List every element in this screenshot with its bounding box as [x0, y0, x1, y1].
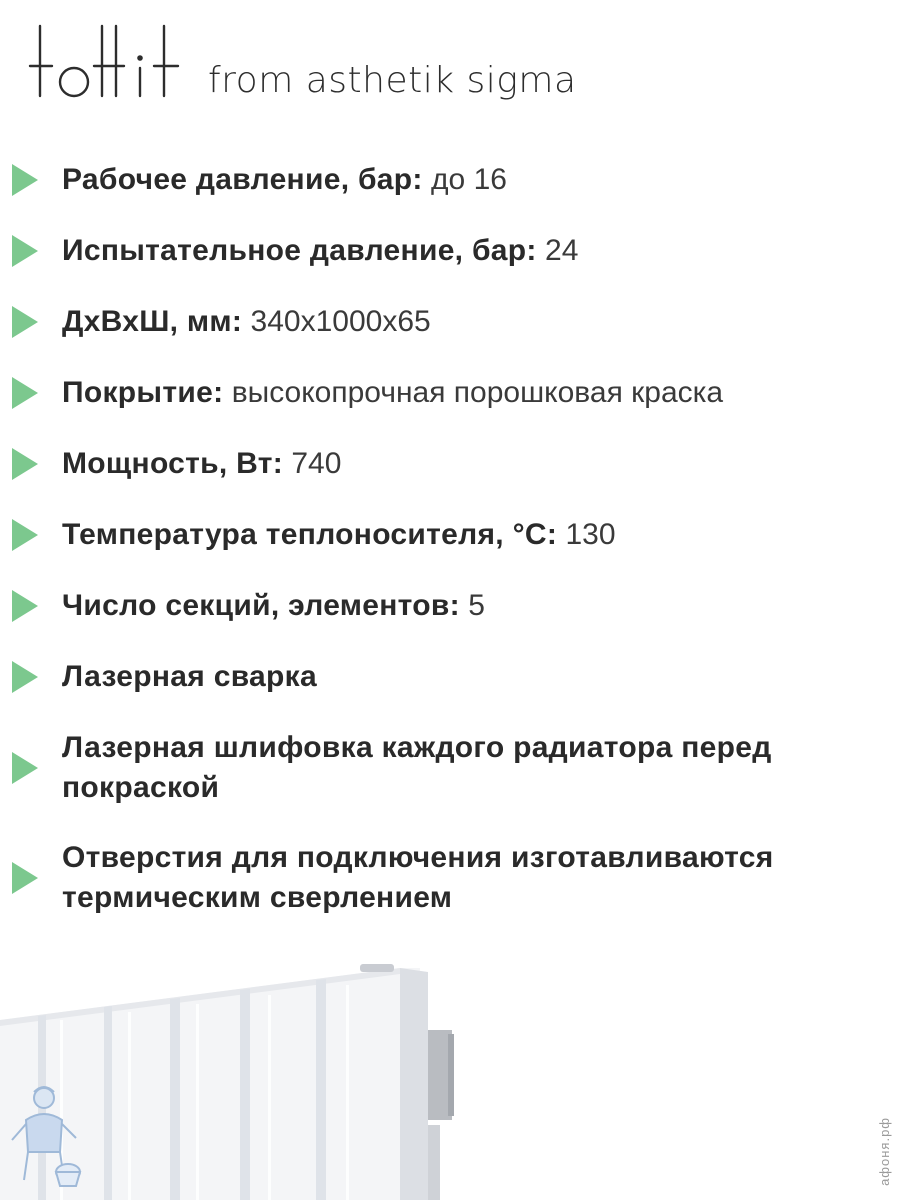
spec-key: ДхВхШ, мм: — [62, 305, 243, 338]
spec-key: Температура теплоносителя, °С: — [62, 518, 558, 551]
triangle-bullet-icon — [12, 164, 38, 196]
header — [0, 0, 900, 120]
spec-key: Лазерная сварка — [62, 660, 317, 693]
triangle-bullet-icon — [12, 448, 38, 480]
tottit-logo — [28, 22, 188, 102]
spec-key: Отверстия для подключения изготавливаются термическим сверлением — [62, 841, 774, 914]
spec-key: Испытательное давление, бар: — [62, 234, 537, 267]
triangle-bullet-icon — [12, 752, 38, 784]
triangle-bullet-icon — [12, 306, 38, 338]
triangle-bullet-icon — [12, 519, 38, 551]
watermark: афоня.рф — [877, 1117, 892, 1186]
triangle-bullet-icon — [12, 377, 38, 409]
brand-subtitle: from asthetik sigma — [208, 60, 577, 101]
spec-key: Покрытие: — [62, 376, 224, 409]
spec-value: 130 — [557, 518, 616, 551]
spec-key: Число секций, элементов: — [62, 589, 460, 622]
spec-value: 5 — [459, 589, 485, 622]
spec-value: 740 — [283, 447, 342, 480]
spec-key: Мощность, Вт: — [62, 447, 284, 480]
triangle-bullet-icon — [12, 661, 38, 693]
spec-value: до 16 — [422, 163, 507, 196]
spec-value: 24 — [536, 234, 579, 267]
spec-key: Рабочее давление, бар: — [62, 163, 423, 196]
triangle-bullet-icon — [12, 862, 38, 894]
spec-value: 340x1000x65 — [242, 305, 431, 338]
plumber-mascot-icon — [6, 1080, 86, 1190]
triangle-bullet-icon — [12, 235, 38, 267]
triangle-bullet-icon — [12, 590, 38, 622]
spec-key: Лазерная шлифовка каждого радиатора перед покраской — [62, 731, 772, 804]
radiator-illustration — [0, 950, 900, 1200]
spec-value: высокопрочная порошковая краска — [223, 376, 724, 409]
